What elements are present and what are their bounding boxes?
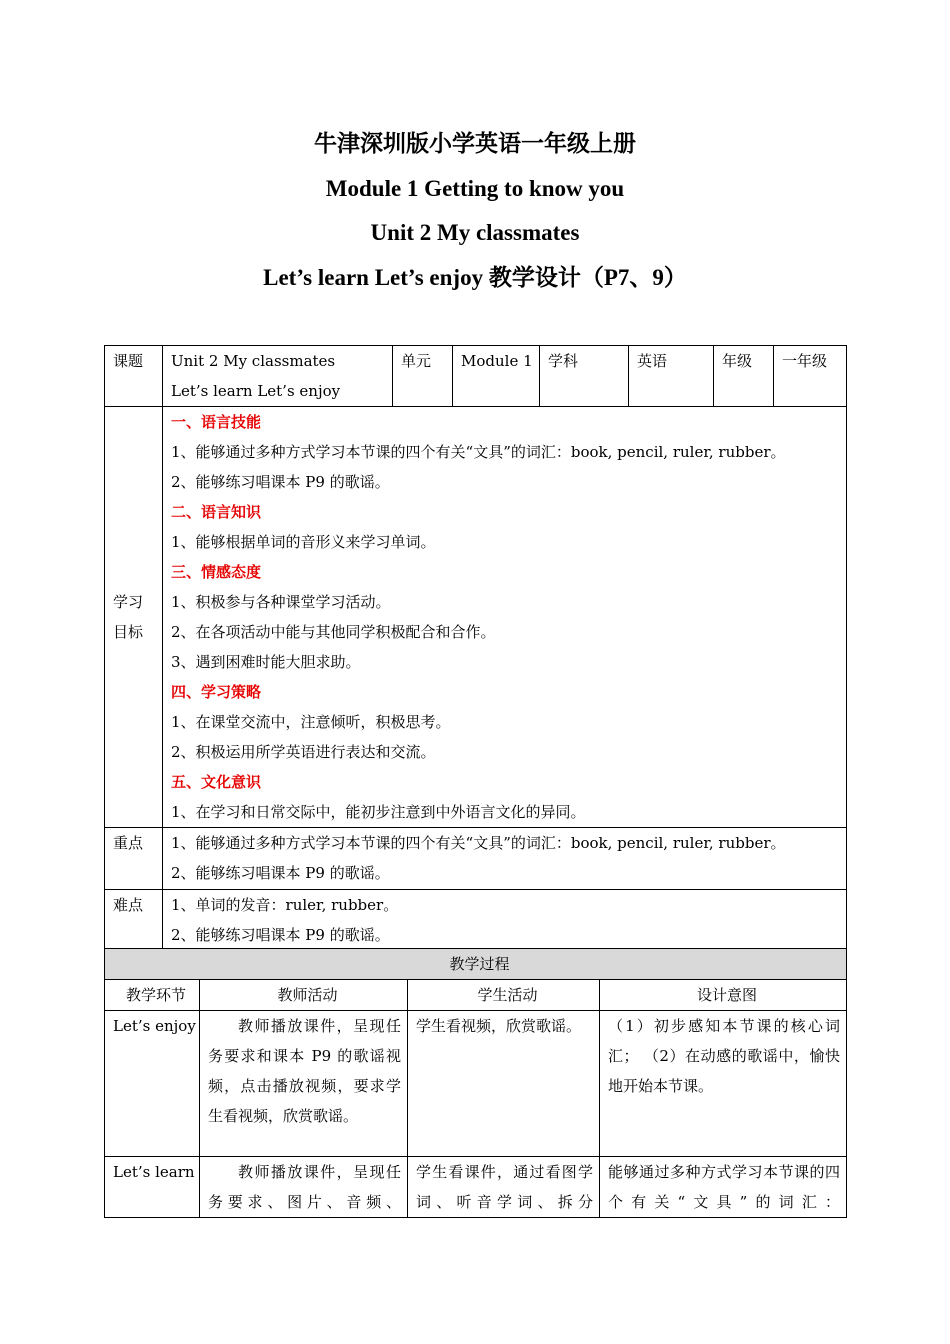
key-point-item: 2、能够练习唱课本 P9 的歌谣。 xyxy=(171,864,390,882)
title-line-4: Let’s learn Let’s enjoy 教学设计（P7、9） xyxy=(263,264,687,290)
difficulty-item: 1、单词的发音：ruler, rubber。 xyxy=(171,896,399,914)
header-teacher: 教师活动 xyxy=(200,980,408,1011)
topic-line-2: Let’s learn Let’s enjoy xyxy=(171,382,341,400)
objective-item: 1、积极参与各种课堂学习活动。 xyxy=(171,593,391,611)
difficulties-row xyxy=(105,890,847,951)
process-student: 学生看视频，欣赏歌谣。 xyxy=(408,1011,600,1157)
key-points-label: 重点 xyxy=(105,828,163,890)
objective-item: 3、遇到困难时能大胆求助。 xyxy=(171,653,361,671)
title-line-1: 牛津深圳版小学英语一年级上册 xyxy=(314,131,636,156)
objective-item: 2、在各项活动中能与其他同学积极配合和合作。 xyxy=(171,623,496,641)
subject-label: 学科 xyxy=(540,346,629,407)
process-intent: （1）初步感知本节课的核心词汇； （2）在动感的歌谣中，愉快地开始本节课。 xyxy=(600,1011,847,1157)
subject-value: 英语 xyxy=(629,346,714,407)
lesson-info-table xyxy=(104,345,847,951)
info-row xyxy=(105,346,847,407)
topic-value xyxy=(163,346,393,407)
key-points-content xyxy=(163,828,847,890)
process-row xyxy=(105,1011,847,1157)
objectives-label xyxy=(105,407,163,828)
process-student: 学生看课件，通过看图学词、听音学词、拆分 xyxy=(408,1157,600,1218)
objective-item: 1、在课堂交流中，注意倾听，积极思考。 xyxy=(171,713,451,731)
header-intent: 设计意图 xyxy=(600,980,847,1011)
process-intent: 能够通过多种方式学习本节课的四个有关“文具”的词汇： xyxy=(600,1157,847,1218)
objectives-content xyxy=(163,407,847,828)
objective-item: 1、能够根据单词的音形义来学习单词。 xyxy=(171,533,436,551)
objective-heading: 四、学习策略 xyxy=(171,683,262,701)
objectives-label-line-1: 学习 xyxy=(113,593,144,611)
objective-item: 2、能够练习唱课本 P9 的歌谣。 xyxy=(171,473,390,491)
objective-heading: 五、文化意识 xyxy=(171,773,262,791)
unit-label: 单元 xyxy=(393,346,453,407)
teaching-process-table xyxy=(104,948,847,1218)
objectives-row xyxy=(105,407,847,828)
title-line-2: Module 1 Getting to know you xyxy=(325,175,625,201)
process-stage: Let’s enjoy xyxy=(105,1011,200,1157)
objective-item: 1、在学习和日常交际中，能初步注意到中外语言文化的异同。 xyxy=(171,803,586,821)
objective-item: 1、能够通过多种方式学习本节课的四个有关“文具”的词汇：book, pencil, ruler, rubber。 xyxy=(171,443,786,461)
key-point-item: 1、能够通过多种方式学习本节课的四个有关“文具”的词汇：book, pencil, ruler, rubber。 xyxy=(171,834,786,852)
grade-label: 年级 xyxy=(714,346,774,407)
process-row xyxy=(105,1157,847,1218)
grade-value: 一年级 xyxy=(774,346,847,407)
process-header-row xyxy=(105,980,847,1011)
title-line-3: Unit 2 My classmates xyxy=(370,220,580,246)
key-points-row xyxy=(105,828,847,890)
difficulties-label: 难点 xyxy=(105,890,163,951)
process-stage: Let’s learn xyxy=(105,1157,200,1218)
unit-value: Module 1 xyxy=(453,346,540,407)
objective-heading: 二、语言知识 xyxy=(171,503,262,521)
objectives-label-line-2: 目标 xyxy=(113,623,144,641)
topic-label: 课题 xyxy=(105,346,163,407)
header-student: 学生活动 xyxy=(408,980,600,1011)
difficulties-content xyxy=(163,890,847,951)
header-stage: 教学环节 xyxy=(105,980,200,1011)
objective-heading: 三、情感态度 xyxy=(171,563,262,581)
process-title: 教学过程 xyxy=(105,949,847,980)
objective-heading: 一、语言技能 xyxy=(171,413,262,431)
difficulty-item: 2、能够练习唱课本 P9 的歌谣。 xyxy=(171,926,390,944)
document-titles xyxy=(0,122,950,300)
process-teacher: 教师播放课件，呈现任务要求和课本 P9 的歌谣视频，点击播放视频，要求学生看视频，欣赏歌谣。 xyxy=(200,1011,408,1157)
process-title-row xyxy=(105,949,847,980)
topic-line-1: Unit 2 My classmates xyxy=(171,352,336,370)
objective-item: 2、积极运用所学英语进行表达和交流。 xyxy=(171,743,436,761)
process-teacher: 教师播放课件，呈现任务要求、图片、音频、 xyxy=(200,1157,408,1218)
